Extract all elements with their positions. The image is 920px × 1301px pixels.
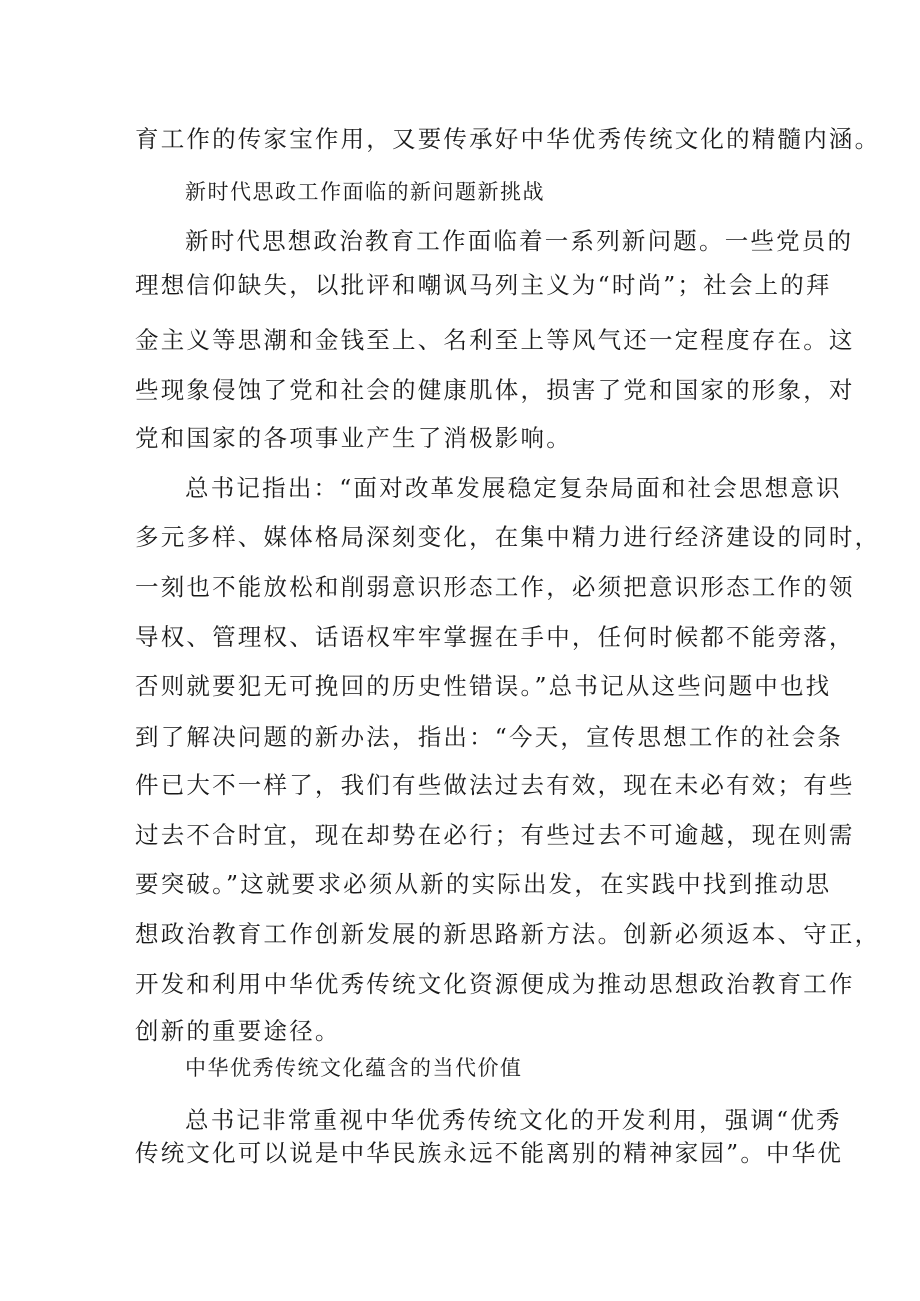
body-text-line: 总书记非常重视中华优秀传统文化的开发利用，强调“优秀 [185, 1106, 842, 1134]
body-text-line: 开发和利用中华优秀传统文化资源便成为推动思想政治教育工作 [135, 970, 855, 998]
body-text-line: 新时代思想政治教育工作面临着一系列新问题。一些党员的 [185, 227, 854, 255]
body-text-line: 想政治教育工作创新发展的新思路新方法。创新必须返本、守正， [135, 920, 881, 948]
body-text-line: 党和国家的各项事业产生了消极影响。 [135, 424, 572, 452]
body-text-line: 一刻也不能放松和削弱意识形态工作，必须把意识形态工作的领 [135, 573, 855, 601]
body-text-line: 创新的重要途径。 [135, 1017, 341, 1045]
body-text-line: 要突破。”这就要求必须从新的实际出发，在实践中找到推动思 [135, 870, 832, 898]
section-heading: 新时代思政工作面临的新问题新挑战 [185, 180, 545, 204]
body-text-line: 件已大不一样了，我们有些做法过去有效，现在未必有效；有些 [135, 771, 855, 799]
body-text-line: 导权、管理权、话语权牢牢掌握在手中，任何时候都不能旁落， [135, 623, 855, 651]
body-text-line: 些现象侵蚀了党和社会的健康肌体，损害了党和国家的形象，对 [135, 376, 855, 404]
body-text-line: 多元多样、媒体格局深刻变化，在集中精力进行经济建设的同时， [135, 523, 881, 551]
body-text-line: 否则就要犯无可挽回的历史性错误。”总书记从这些问题中也找 [135, 672, 832, 700]
body-text-line: 理想信仰缺失，以批评和嘲讽马列主义为“时尚”；社会上的拜 [135, 271, 832, 299]
section-heading: 中华优秀传统文化蕴含的当代价值 [185, 1056, 523, 1080]
body-text-line: 金主义等思潮和金钱至上、名利至上等风气还一定程度存在。这 [135, 326, 855, 354]
body-text-line: 总书记指出：“面对改革发展稳定复杂局面和社会思想意识 [185, 474, 842, 502]
body-text-line: 到了解决问题的新办法，指出：“今天，宣传思想工作的社会条 [135, 723, 844, 751]
body-text-line: 传统文化可以说是中华民族永远不能离别的精神家园”。中华优 [135, 1139, 844, 1167]
body-text-line: 过去不合时宜，现在却势在必行；有些过去不可逾越，现在则需 [135, 821, 855, 849]
body-text-line: 育工作的传家宝作用，又要传承好中华优秀传统文化的精髓内涵。 [135, 125, 881, 153]
